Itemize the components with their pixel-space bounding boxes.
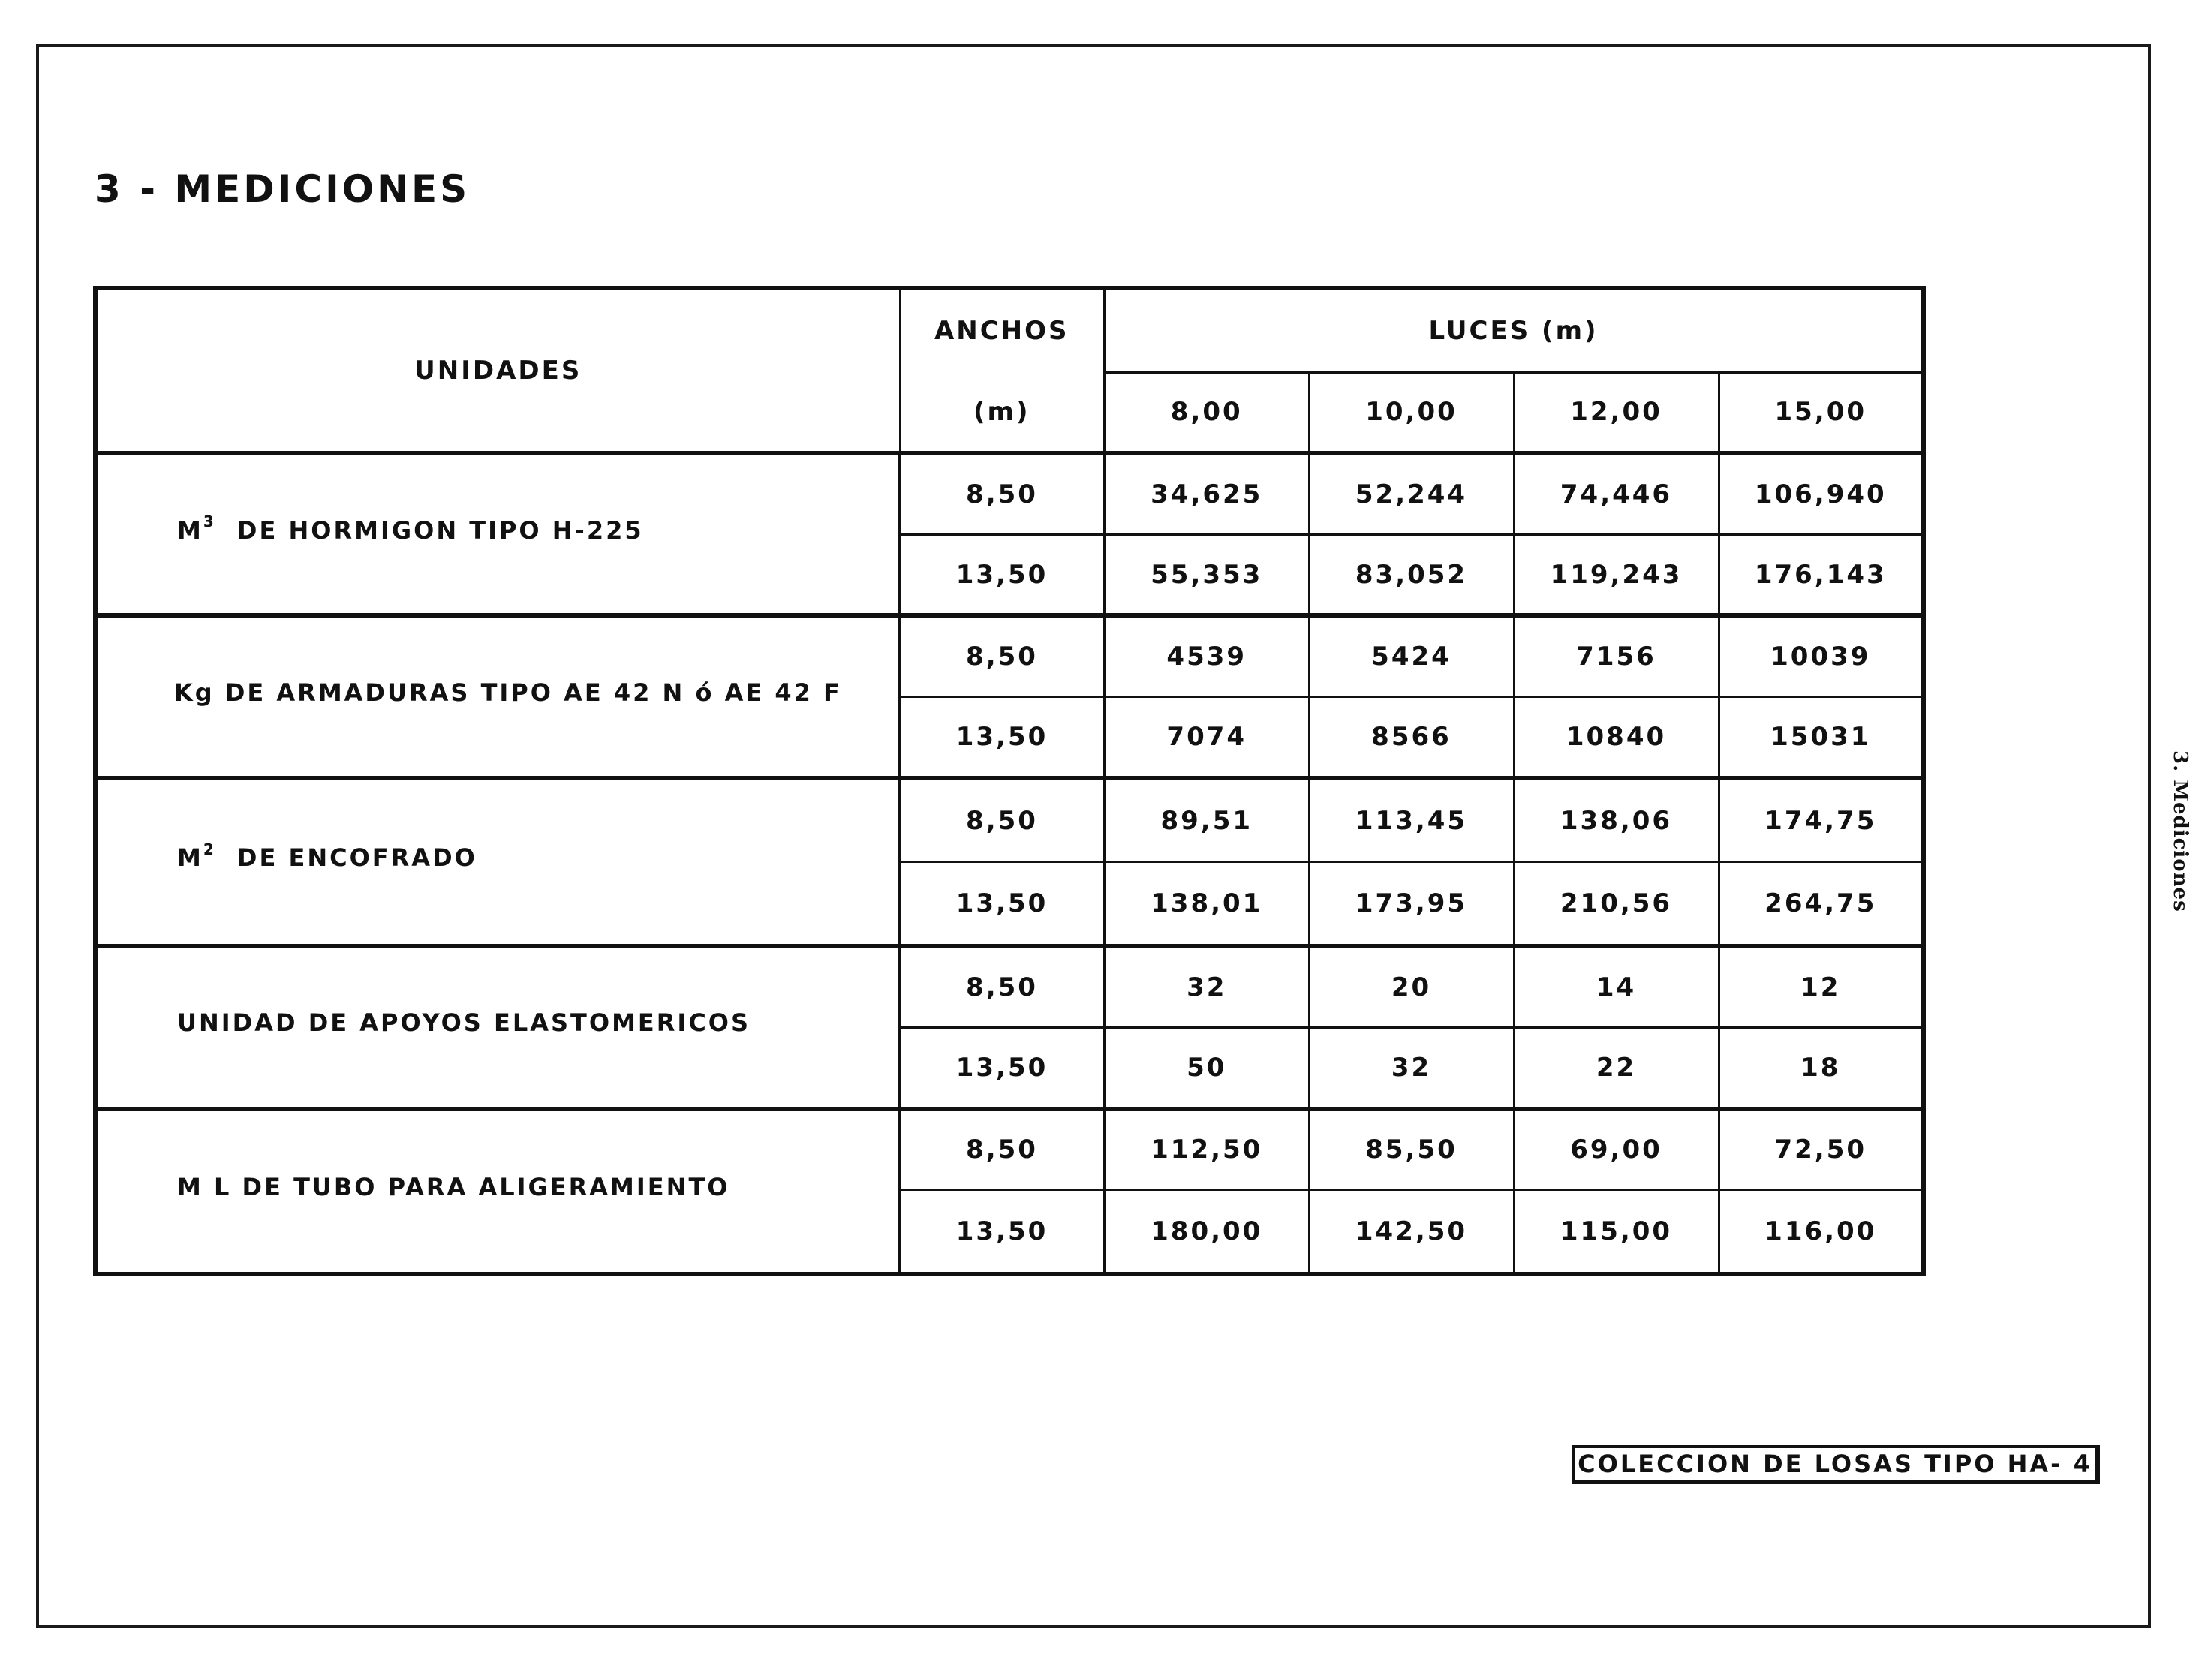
ancho-cell: 8,50: [900, 778, 1104, 862]
ancho-cell: 8,50: [900, 946, 1104, 1027]
unit-label: DE TUBO PARA ALIGERAMIENTO: [242, 1172, 730, 1201]
value-cell: 10039: [1719, 615, 1924, 696]
value-cell: 138,06: [1514, 778, 1719, 862]
value-cell: 72,50: [1719, 1109, 1924, 1190]
value-cell: 55,353: [1104, 534, 1309, 615]
value-cell: 12: [1719, 946, 1924, 1027]
value-cell: 34,625: [1104, 453, 1309, 534]
unit-prefix: M: [177, 515, 203, 545]
value-cell: 10840: [1514, 697, 1719, 778]
unit-prefix: Kg: [174, 678, 215, 707]
luz-header-10: 10,00: [1309, 372, 1514, 453]
ancho-cell: 8,50: [900, 453, 1104, 534]
value-cell: 7156: [1514, 615, 1719, 696]
unidades-header: UNIDADES: [95, 288, 900, 453]
value-cell: 176,143: [1719, 534, 1924, 615]
luz-header-12: 12,00: [1514, 372, 1719, 453]
unit-cell-encofrado: [95, 778, 900, 946]
ancho-cell: 13,50: [900, 697, 1104, 778]
value-cell: 174,75: [1719, 778, 1924, 862]
value-cell: 85,50: [1309, 1109, 1514, 1190]
ancho-cell: 13,50: [900, 862, 1104, 946]
anchos-unit-header: (m): [900, 372, 1104, 453]
value-cell: 20: [1309, 946, 1514, 1027]
value-cell: 32: [1104, 946, 1309, 1027]
luz-header-8: 8,00: [1104, 372, 1309, 453]
unit-cell-hormigon: [95, 453, 900, 615]
value-cell: 264,75: [1719, 862, 1924, 946]
value-cell: 89,51: [1104, 778, 1309, 862]
table-row: [95, 453, 1924, 534]
side-caption: 3. Mediciones: [2169, 750, 2191, 912]
unit-prefix: M L: [177, 1172, 232, 1201]
unit-cell-apoyos: [95, 946, 900, 1108]
value-cell: 69,00: [1514, 1109, 1719, 1190]
value-cell: 106,940: [1719, 453, 1924, 534]
value-cell: 115,00: [1514, 1190, 1719, 1274]
value-cell: 22: [1514, 1027, 1719, 1108]
value-cell: 15031: [1719, 697, 1924, 778]
ancho-cell: 13,50: [900, 1190, 1104, 1274]
unit-label: UNIDAD DE APOYOS ELASTOMERICOS: [177, 1008, 751, 1038]
mediciones-table: [93, 286, 1926, 1276]
ancho-cell: 8,50: [900, 1109, 1104, 1190]
ancho-cell: 8,50: [900, 615, 1104, 696]
value-cell: 18: [1719, 1027, 1924, 1108]
value-cell: 113,45: [1309, 778, 1514, 862]
value-cell: 4539: [1104, 615, 1309, 696]
unit-superscript: 3: [203, 512, 216, 530]
value-cell: 32: [1309, 1027, 1514, 1108]
unit-label: DE ENCOFRADO: [236, 843, 477, 873]
value-cell: 173,95: [1309, 862, 1514, 946]
unit-label: DE ARMADURAS TIPO AE 42 N ó AE 42 F: [224, 678, 842, 707]
value-cell: 50: [1104, 1027, 1309, 1108]
value-cell: 83,052: [1309, 534, 1514, 615]
value-cell: 119,243: [1514, 534, 1719, 615]
table-row: [95, 615, 1924, 696]
value-cell: 5424: [1309, 615, 1514, 696]
ancho-cell: 13,50: [900, 1027, 1104, 1108]
table-row: [95, 946, 1924, 1027]
page-title: 3 - MEDICIONES: [95, 167, 471, 211]
table-row: [95, 778, 1924, 862]
value-cell: 8566: [1309, 697, 1514, 778]
table-row: [95, 1109, 1924, 1190]
unit-cell-armaduras: [95, 615, 900, 777]
value-cell: 180,00: [1104, 1190, 1309, 1274]
value-cell: 14: [1514, 946, 1719, 1027]
value-cell: 116,00: [1719, 1190, 1924, 1274]
unit-prefix: M: [177, 843, 203, 873]
collection-label: COLECCION DE LOSAS TIPO HA- 4: [1572, 1445, 2100, 1484]
value-cell: 112,50: [1104, 1109, 1309, 1190]
value-cell: 74,446: [1514, 453, 1719, 534]
value-cell: 7074: [1104, 697, 1309, 778]
luz-header-15: 15,00: [1719, 372, 1924, 453]
unit-cell-tubo: [95, 1109, 900, 1274]
value-cell: 52,244: [1309, 453, 1514, 534]
anchos-header: ANCHOS: [900, 288, 1104, 372]
unit-superscript: 2: [203, 840, 216, 858]
luces-header: LUCES (m): [1104, 288, 1924, 372]
value-cell: 138,01: [1104, 862, 1309, 946]
value-cell: 142,50: [1309, 1190, 1514, 1274]
value-cell: 210,56: [1514, 862, 1719, 946]
unit-label: DE HORMIGON TIPO H-225: [236, 515, 644, 545]
ancho-cell: 13,50: [900, 534, 1104, 615]
